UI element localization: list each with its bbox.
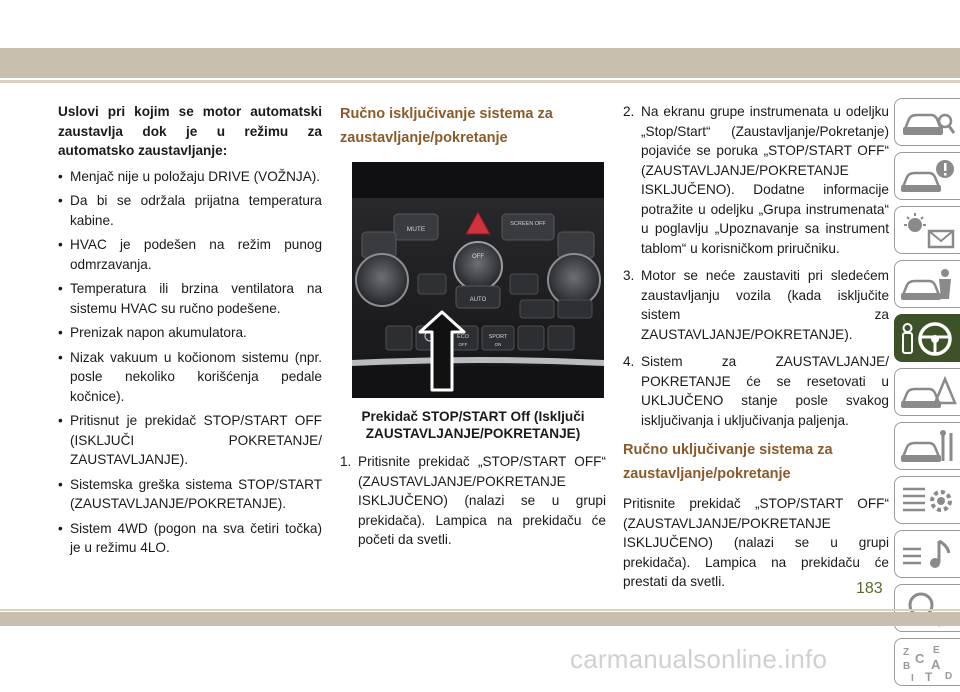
enable-paragraph: Pritisnite prekidač „STOP/START OFF“ (ZAUSTAVLJANJE/POKRETANJE ISKLJUČENO) (nalazi se u grupi prekidača). Lampica na prekidaču će prestati da svetli. xyxy=(623,496,889,589)
page-number: 183 xyxy=(856,580,883,597)
tab-light-message[interactable] xyxy=(894,206,960,254)
list-item xyxy=(623,102,889,258)
tab-car-seat-belt[interactable] xyxy=(894,260,960,308)
list-item: • Da bi se održala prijatna temperatura kabine. xyxy=(58,191,322,230)
svg-text:Z: Z xyxy=(903,647,910,658)
list-item: • Pritisnut je prekidač STOP/START OFF (ISKLJUČI POKRETANJE/ ZAUSTAVLJANJE). xyxy=(58,411,322,470)
list-item xyxy=(340,452,606,550)
top-band xyxy=(0,0,960,48)
tab-multimedia[interactable] xyxy=(894,530,960,578)
footer-divider xyxy=(0,609,960,611)
steps-list-start xyxy=(340,452,606,550)
sport-label: SPORT xyxy=(488,334,508,340)
list-item: • Nizak vakuum u kočionom sistemu (npr. posle nekoliko korišćenja pedale kočnice). xyxy=(58,348,322,407)
car-seat-belt-icon xyxy=(899,265,957,305)
photo-caption: Prekidač STOP/START Off (Isključi ZAUSTAVLJANJE/POKRETANJE) xyxy=(361,409,585,441)
eco-off-label: OFF xyxy=(458,342,468,347)
control-panel-illustration xyxy=(352,162,604,398)
steps-list-continued xyxy=(623,102,889,430)
step-text: Motor se neće zaustaviti pri sledećem zaustavljanju vozila (kada isključite sistem za ZAUSTAVLJANJE/POKRETANJE). xyxy=(641,268,889,342)
column-left xyxy=(58,102,322,563)
list-item: • Temperatura ili brzina ventilatora na sistemu HVAC su ručno podešene. xyxy=(58,279,322,318)
svg-text:B: B xyxy=(903,661,911,672)
svg-text:A: A xyxy=(931,657,941,672)
step-number: 3. xyxy=(623,268,635,283)
tab-car-tools[interactable] xyxy=(894,422,960,470)
watermark: carmanualsonline.info xyxy=(570,644,828,674)
car-search-icon xyxy=(899,103,957,143)
off-label: OFF xyxy=(472,254,484,260)
conditions-list xyxy=(58,167,322,558)
conditions-heading: Uslovi pri kojim se motor automatski zaustavlja dok je u režimu za automatsko zaustavljanje: xyxy=(58,104,322,158)
column-middle xyxy=(340,102,606,558)
car-tools-icon xyxy=(899,427,957,467)
section-title-disable: Ručno isključivanje sistema za zaustavljanje/pokretanje xyxy=(340,106,553,146)
svg-text:E: E xyxy=(933,645,940,656)
list-item: • Sistemska greška sistema STOP/START (ZAUSTAVLJANJE/POKRETANJE). xyxy=(58,475,322,514)
roadside-emergency-icon xyxy=(899,373,957,413)
sport-on-label: ON xyxy=(494,342,502,347)
eco-label: ECO xyxy=(457,334,469,340)
specifications-gear-icon xyxy=(899,481,957,521)
svg-text:C: C xyxy=(915,651,925,666)
car-warning-icon xyxy=(899,157,957,197)
list-item xyxy=(623,352,889,430)
step-number: 1. xyxy=(340,454,352,469)
svg-text:I: I xyxy=(911,673,914,683)
step-number: 2. xyxy=(623,104,635,119)
header-band xyxy=(0,48,960,78)
step-text: Pritisnite prekidač „STOP/START OFF“ (ZAUSTAVLJANJE/POKRETANJE ISKLJUČENO) (nalazi se u grupi prekidača). Lampica na prekidaču će početi da svetli. xyxy=(358,454,606,547)
list-item: • Sistem 4WD (pogon na sva četiri točka) je u režimu 4LO. xyxy=(58,519,322,558)
tab-starting-operating[interactable] xyxy=(894,314,960,362)
column-right xyxy=(623,102,889,592)
tab-car-warning[interactable] xyxy=(894,152,960,200)
step-text: Na ekranu grupe instrumenata u odeljku „Stop/Start“ (Zaustavljanje/Pokretanje) pojaviće se poruka „STOP/START OFF“ (ZAUSTAVLJANJE/POKRETANJE ISKLJUČENO). Dodatne informacije potražite u odeljku „Grupa instrumenata“ u poglavlju „Upoznavanje sa instrument tablom“ u korisničkom priručniku. xyxy=(641,104,889,256)
step-text: Sistem za ZAUSTAVLJANJE/ POKRETANJE će se resetovati u UKLJUČENO stanje posle svakog isključivanja i uključivanja paljenja. xyxy=(641,354,889,428)
multimedia-note-icon xyxy=(899,535,957,575)
list-item: • HVAC je podešen na režim punog odmrzavanja. xyxy=(58,235,322,274)
tab-index[interactable] xyxy=(894,638,960,686)
chapter-tabs xyxy=(894,98,960,692)
control-panel-photo xyxy=(352,162,604,398)
mute-label: MUTE xyxy=(406,226,426,233)
light-message-icon xyxy=(899,211,957,251)
svg-text:T: T xyxy=(925,670,933,683)
auto-label: AUTO xyxy=(469,297,487,303)
list-item xyxy=(623,266,889,344)
screen-off-label: SCREEN OFF xyxy=(510,221,546,227)
steering-wheel-key-icon xyxy=(899,319,957,359)
tab-specifications[interactable] xyxy=(894,476,960,524)
footer-band xyxy=(0,612,960,626)
step-number: 4. xyxy=(623,354,635,369)
section-title-enable: Ručno uključivanje sistema za zaustavljanje/pokretanje xyxy=(623,442,833,482)
tab-car-search[interactable] xyxy=(894,98,960,146)
list-item: • Prenizak napon akumulatora. xyxy=(58,323,322,343)
alphabet-index-icon xyxy=(899,643,957,683)
tab-roadside-emergency[interactable] xyxy=(894,368,960,416)
svg-text:D: D xyxy=(945,671,953,682)
header-divider xyxy=(0,80,960,83)
list-item: • Menjač nije u položaju DRIVE (VOŽNJA). xyxy=(58,167,322,187)
